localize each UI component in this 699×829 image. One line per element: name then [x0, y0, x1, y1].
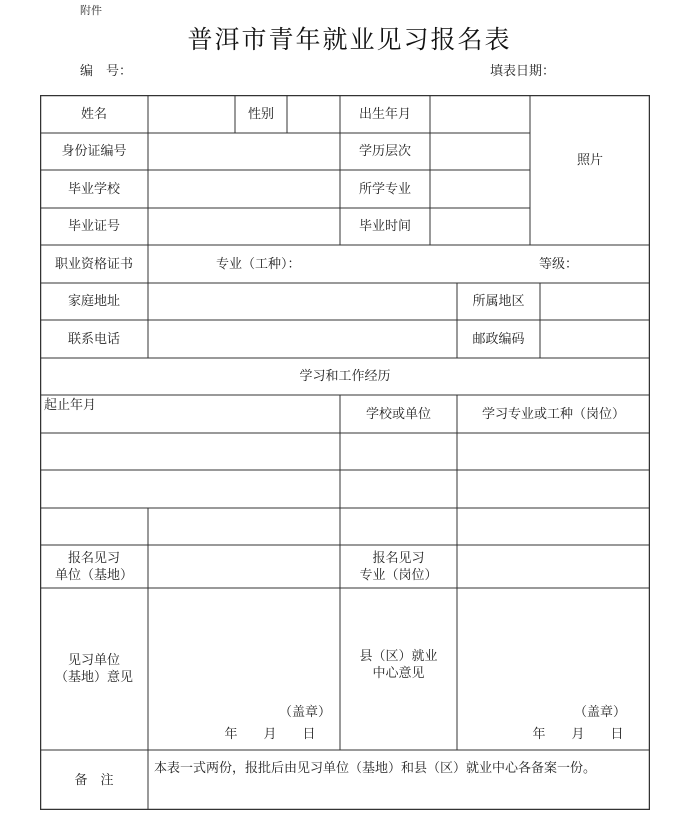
form-title: 普洱市青年就业见习报名表 [187, 25, 512, 54]
remarks-label: 备 注 [74, 772, 114, 788]
unit-opinion-label: 见习单位 （基地）意见 [54, 653, 133, 685]
gender-field[interactable] [287, 95, 340, 133]
apply-unit-label: 报名见习 单位（基地） [54, 550, 133, 583]
major-field[interactable] [430, 170, 530, 208]
fill-date-label: 填表日期： [490, 64, 556, 79]
school-unit-label: 学校或单位 [365, 406, 431, 422]
school-label: 毕业学校 [67, 181, 120, 197]
apply-major-label: 报名见习 专业（岗位） [359, 550, 438, 583]
attachment-label: 附件 [80, 4, 102, 17]
history-period-row-2[interactable] [40, 470, 340, 508]
history-major-row-2[interactable] [457, 470, 650, 508]
registration-form [40, 95, 650, 810]
history-unit-row-3[interactable] [340, 508, 457, 545]
history-period-row-3[interactable] [40, 508, 340, 545]
history-major-row-3[interactable] [457, 508, 650, 545]
photo-box[interactable] [530, 95, 650, 245]
birth-label: 出生年月 [358, 106, 411, 122]
unit-date-label: 年 月 日 [224, 726, 316, 742]
history-unit-row-1[interactable] [340, 433, 457, 470]
name-field[interactable] [148, 95, 235, 133]
cert-number-label: 毕业证号 [67, 219, 120, 234]
apply-major-field[interactable] [457, 545, 650, 588]
history-period-row-1[interactable] [40, 433, 340, 470]
postcode-label: 邮政编码 [472, 331, 525, 347]
center-date-label: 年 月 日 [532, 726, 624, 742]
region-label: 所属地区 [472, 294, 525, 309]
name-label: 姓名 [80, 106, 107, 122]
school-field[interactable] [148, 170, 340, 208]
apply-unit-field[interactable] [148, 545, 340, 588]
unit-seal-label: （盖章） [278, 704, 331, 720]
education-level-field[interactable] [430, 133, 530, 170]
photo-label: 照片 [576, 152, 603, 168]
education-level-label: 学历层次 [358, 144, 411, 159]
specialty-label: 专业（工种）： [216, 256, 301, 272]
history-major-row-1[interactable] [457, 433, 650, 470]
gender-label: 性别 [247, 106, 274, 122]
birth-field[interactable] [430, 95, 530, 133]
qualification-label: 职业资格证书 [54, 256, 133, 272]
major-label: 所学专业 [358, 181, 411, 197]
cert-number-field[interactable] [148, 208, 340, 245]
region-field[interactable] [540, 283, 650, 320]
center-opinion-label: 县（区）就业 中心意见 [359, 649, 438, 681]
address-field[interactable] [148, 283, 457, 320]
number-label: 编 号： [80, 64, 133, 79]
remarks-text: 本表一式两份，报批后由见习单位（基地）和县（区）就业中心各备案一份。 [154, 761, 597, 776]
history-title: 学习和工作经历 [299, 369, 391, 384]
address-label: 家庭地址 [67, 294, 120, 309]
postcode-field[interactable] [540, 320, 650, 358]
phone-label: 联系电话 [67, 331, 120, 347]
id-number-field[interactable] [148, 133, 340, 170]
phone-field[interactable] [148, 320, 457, 358]
id-number-label: 身份证编号 [61, 144, 127, 159]
period-label: 起止年月 [44, 398, 97, 413]
grade-label: 等级： [539, 256, 579, 272]
history-unit-row-2[interactable] [340, 470, 457, 508]
grad-time-field[interactable] [430, 208, 530, 245]
study-major-label: 学习专业或工种（岗位） [481, 406, 625, 422]
grad-time-label: 毕业时间 [358, 219, 411, 234]
center-seal-label: （盖章） [573, 704, 626, 720]
